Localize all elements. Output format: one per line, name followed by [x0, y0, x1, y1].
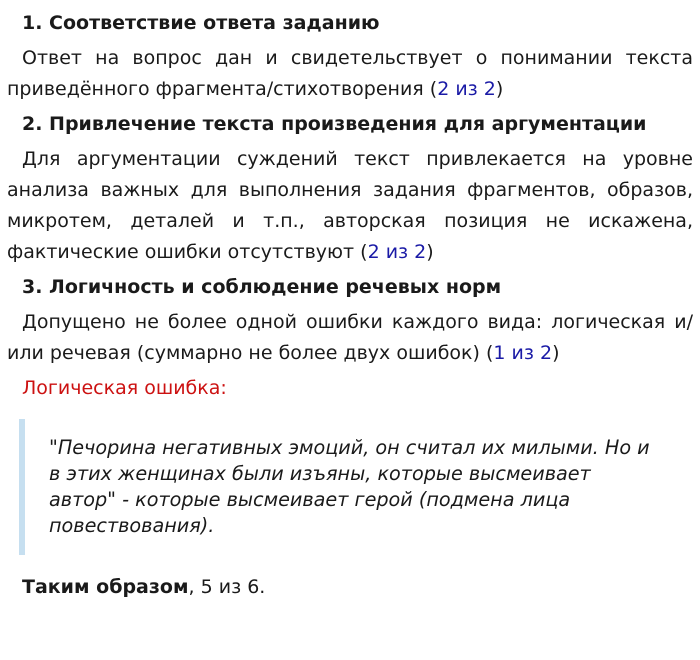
conclusion-label: Таким образом — [22, 576, 189, 598]
section-1-heading: 1. Соответствие ответа заданию — [22, 12, 380, 34]
section-2-body: Для аргументации суждений текст привлекается на уровне анализа важных для выполнения задания фрагментов, образов, микротем, деталей и т.п., авторская позиция не искажена, фактические ошибки отсутствуют — [7, 148, 693, 263]
error-quote-text: "Печорина негативных эмоций, он считал их милыми. Но и в этих женщинах были изъяны, которые высмеивает автор" - которые высмеивает герой (подмена лица повествования). — [49, 436, 650, 537]
section-3-text: Допущено не более одной ошибки каждого вида: логическая и/или речевая (суммарно не более двух ошибок) (1 из 2) — [7, 311, 693, 364]
section-3-heading: 3. Логичность и соблюдение речевых норм — [22, 276, 502, 298]
section-1-score: 2 из 2 — [437, 78, 496, 100]
section-2-text: Для аргументации суждений текст привлекается на уровне анализа важных для выполнения задания фрагментов, образов, микротем, деталей и т.п., авторская позиция не искажена, фактические ошибки отсутствуют (2 из 2) — [7, 148, 693, 263]
section-3-score: 1 из 2 — [493, 342, 553, 364]
conclusion-score: , 5 из 6. — [188, 576, 266, 598]
section-2-score: 2 из 2 — [367, 241, 427, 263]
error-quote-block — [19, 419, 665, 555]
conclusion — [22, 574, 265, 600]
logical-error-label: Логическая ошибка: — [22, 377, 227, 399]
section-2-heading: 2. Привлечение текста произведения для аргументации — [22, 113, 647, 135]
section-3-body: Допущено не более одной ошибки каждого вида: логическая и/или речевая (суммарно не более двух ошибок) — [7, 311, 693, 364]
section-1-text: Ответ на вопрос дан и свидетельствует о понимании текста приведённого фрагмента/стихотворения (2 из 2) — [7, 47, 693, 100]
section-1-body: Ответ на вопрос дан и свидетельствует о понимании текста приведённого фрагмента/стихотворения — [7, 47, 693, 100]
